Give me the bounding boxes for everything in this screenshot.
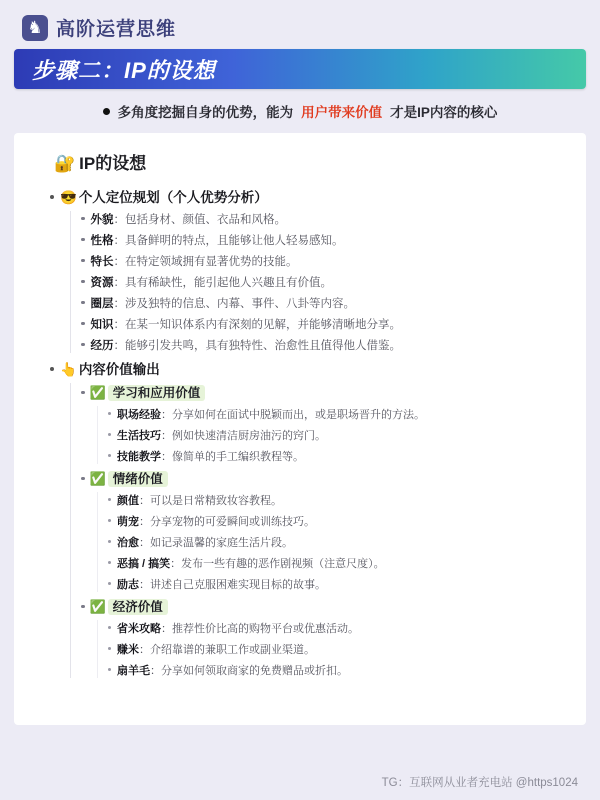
item-value: 介绍靠谱的兼职工作或副业渠道。 [150,644,315,656]
item-key: 颜值 [117,495,139,507]
bullet-icon [108,498,111,501]
group-economic-value [81,597,568,678]
bullet-icon [108,433,111,436]
list-item [108,641,568,657]
lead-statement [0,95,600,125]
group-heading [81,469,568,487]
list-item [108,620,568,636]
group-label: 学习和应用价值 [108,385,206,401]
item-separator: ： [150,665,161,677]
bullet-icon [81,605,85,609]
item-key: 扇羊毛 [117,665,150,677]
item-value: 可以是日常精致妆容教程。 [150,495,282,507]
item-value: 在某一知识体系内有深刻的见解，并能够清晰地分享。 [125,319,401,331]
page-title: 高阶运营思维 [56,19,177,40]
bullet-icon [81,238,85,242]
outline-level-1 [50,186,568,678]
item-key: 萌宠 [117,516,139,528]
item-separator: ： [139,644,150,656]
list-item [81,211,568,227]
item-key: 特长 [90,256,114,268]
pointing-up-icon: 👆 [60,362,77,377]
group-learning-value [81,383,568,464]
list-item [81,253,568,269]
bullet-icon [81,391,85,395]
bullet-icon [108,412,111,415]
item-key: 赚米 [117,644,139,656]
step-banner-wrap [0,47,600,95]
item-value: 具备鲜明的特点，且能够让他人轻易感知。 [125,235,344,247]
page-header [0,0,600,47]
group-heading [81,383,568,401]
item-separator: ： [113,298,125,310]
section-content-value-output [50,358,568,678]
bullet-icon [108,454,111,457]
item-key: 技能教学 [117,451,161,463]
item-value: 能够引发共鸣，具有独特性、治愈性且值得他人借鉴。 [125,340,401,352]
item-value: 包括身材、颜值、衣品和风格。 [125,214,286,226]
item-value: 具有稀缺性，能引起他人兴趣且有价值。 [125,277,332,289]
bullet-icon [81,477,85,481]
item-value: 发布一些有趣的恶作剧视频（注意尺度）。 [181,558,385,570]
list-item [108,662,568,678]
check-mark-icon: ✅ [89,385,106,400]
bullet-icon [108,561,111,564]
outline-level-2 [70,211,568,353]
bullet-icon [81,259,85,263]
item-key: 恶搞 / 搞笑 [117,558,171,570]
item-key: 性格 [90,235,114,247]
outline-level-2 [70,383,568,678]
item-value: 推荐性价比高的购物平台或优惠活动。 [172,623,359,635]
group-heading [81,597,568,615]
step-banner-text: 步骤二：IP的设想 [32,57,216,83]
bullet-icon [108,519,111,522]
item-value: 分享如何在面试中脱颖而出，或是职场晋升的方法。 [172,409,425,421]
bullet-icon [81,322,85,326]
list-item [108,534,568,550]
item-separator: ： [161,409,172,421]
list-item [108,513,568,529]
item-key: 生活技巧 [117,430,161,442]
item-value: 例如快速清洁厨房油污的窍门。 [172,430,326,442]
item-value: 讲述自己克服困难实现目标的故事。 [150,579,326,591]
item-key: 治愈 [117,537,139,549]
list-item [108,576,568,592]
sunglasses-face-icon: 😎 [60,190,77,205]
item-separator: ： [113,277,125,289]
check-mark-icon: ✅ [89,599,106,614]
section-personal-positioning [50,186,568,353]
item-separator: ： [113,214,125,226]
lead-text-part2: 才是IP内容的核心 [390,105,498,120]
item-separator: ： [161,451,172,463]
bullet-icon [81,217,85,221]
list-item [81,316,568,332]
item-separator: ： [113,340,125,352]
item-value: 分享宠物的可爱瞬间或训练技巧。 [150,516,315,528]
item-separator: ： [139,516,150,528]
item-key: 外貌 [90,214,114,226]
section-label: 内容价值输出 [78,362,160,377]
item-separator: ： [139,579,150,591]
step-banner [14,49,586,89]
item-key: 职场经验 [117,409,161,421]
item-value: 在特定领域拥有显著优势的技能。 [125,256,298,268]
bullet-icon [50,367,54,371]
bullet-icon [108,582,111,585]
list-item [108,448,568,464]
list-item [81,295,568,311]
bullet-icon [81,343,85,347]
lock-icon: 🔐 [54,154,76,173]
bullet-icon [108,668,111,671]
list-item [81,274,568,290]
list-item [81,337,568,353]
chess-knight-icon [22,15,48,41]
bullet-icon [108,626,111,629]
check-mark-icon: ✅ [89,471,106,486]
chess-knight-glyph: ♞ [27,18,43,37]
footer-credit: TG：互联网从业者充电站 @https1024 [381,777,578,789]
bullet-icon [108,540,111,543]
content-card [14,133,586,725]
card-title-text: IP的设想 [79,154,147,173]
item-separator: ： [161,623,172,635]
item-key: 资源 [90,277,114,289]
outline-level-3 [97,492,568,592]
item-key: 励志 [117,579,139,591]
outline-level-3 [97,620,568,678]
item-value: 分享如何领取商家的免费赠品或折扣。 [161,665,348,677]
section-heading [50,358,568,378]
item-separator: ： [161,430,172,442]
outline-level-3 [97,406,568,464]
bullet-icon [81,280,85,284]
lead-text-highlight: 用户带来价值 [301,105,383,120]
section-label: 个人定位规划（个人优势分析） [78,190,268,205]
bullet-icon [103,108,110,115]
group-emotional-value [81,469,568,592]
item-key: 知识 [90,319,114,331]
item-separator: ： [113,235,125,247]
item-key: 省米攻略 [117,623,161,635]
list-item [108,427,568,443]
item-key: 经历 [90,340,114,352]
bullet-icon [50,195,54,199]
bullet-icon [108,647,111,650]
lead-text-part1: 多角度挖掘自身的优势，能为 [117,105,294,120]
list-item [81,232,568,248]
item-separator: ： [113,319,125,331]
group-label: 经济价值 [108,599,168,615]
item-separator: ： [170,558,182,570]
item-value: 涉及独特的信息、内幕、事件、八卦等内容。 [125,298,355,310]
item-value: 如记录温馨的家庭生活片段。 [150,537,293,549]
list-item [108,555,568,571]
bullet-icon [81,301,85,305]
item-separator: ： [139,495,150,507]
item-key: 圈层 [90,298,114,310]
item-separator: ： [139,537,150,549]
card-title [54,149,568,174]
list-item [108,406,568,422]
group-label: 情绪价值 [108,471,168,487]
item-separator: ： [113,256,125,268]
item-value: 像简单的手工编织教程等。 [172,451,304,463]
section-heading [50,186,568,206]
list-item [108,492,568,508]
